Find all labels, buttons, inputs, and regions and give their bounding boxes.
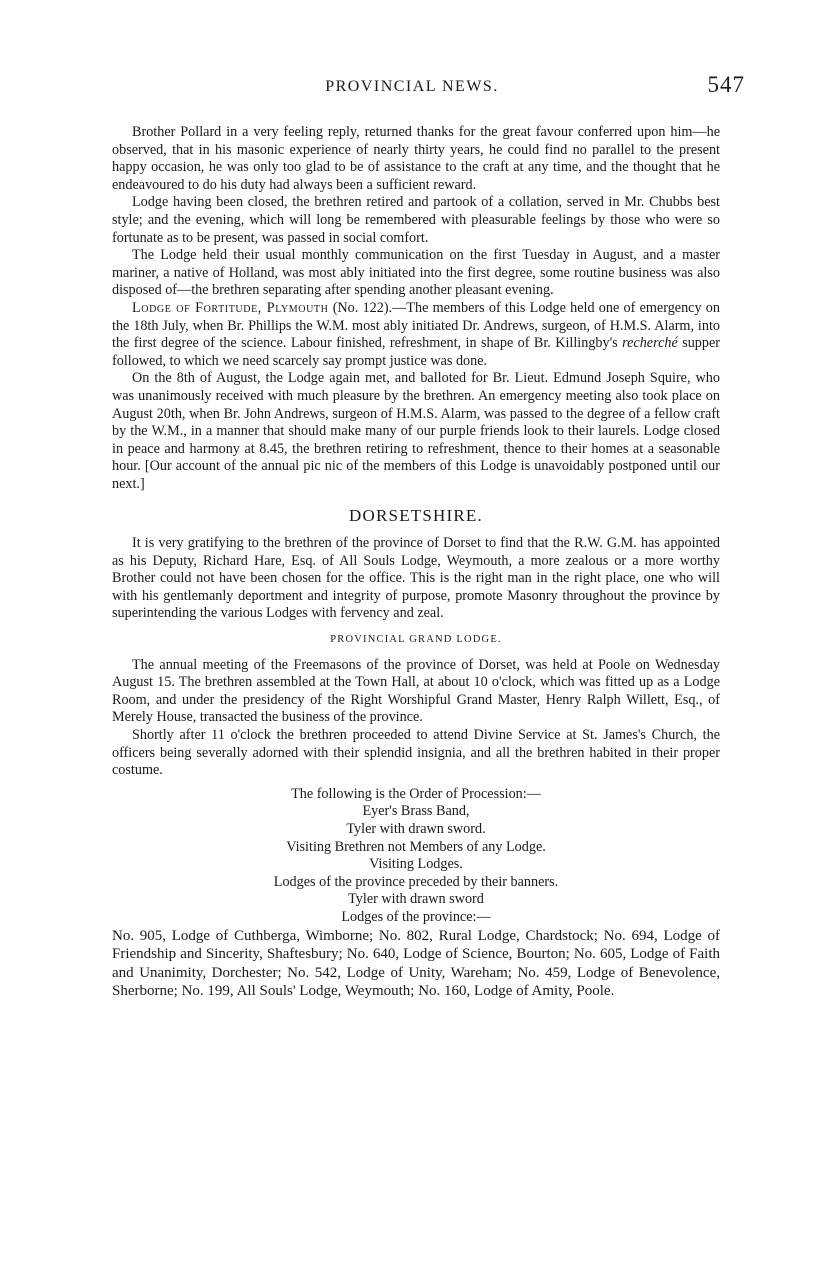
paragraph: Brother Pollard in a very feeling reply, returned thanks for the great favour conferred upon him—he observed, that in his masonic experience of nearly thirty years, he could find no parallel to the present happy occasion, he was only too glad to be of assistance to the craft at any time, and the thought that he endeavoured to do his duty had always been a sufficient reward. — [112, 124, 720, 193]
paragraph: Lodge having been closed, the brethren retired and partook of a collation, served in Mr. Chubbs best style; and the evening, which will long be remembered with pleasurable feelings by those who were so fortunate as to be present, was passed in social comfort. — [112, 194, 720, 246]
page-number: 547 — [707, 72, 745, 97]
paragraph: The Lodge held their usual monthly communication on the first Tuesday in August, and a master mariner, a native of Holland, was most ably initiated into the first degree, some routine business was also disposed of—the brethren separating after spending another pleasant evening. — [112, 247, 720, 299]
paragraph: On the 8th of August, the Lodge again met, and balloted for Br. Lieut. Edmund Joseph Squire, who was unanimously received with much pleasure by the brethren. An emergency meeting also took place on August 20th, when Br. John Andrews, surgeon of H.M.S. Alarm, was passed to the degree of a fellow craft by the W.M., in a manner that should make many of our purple friends look to their laurels. Lodge closed in peace and harmony at 8.45, the brethren retiring to refreshment, thence to their homes at a seasonable hour. [Our account of the annual pic nic of the members of this Lodge is unavoidably postponed until our next.] — [112, 370, 720, 492]
paragraph: Shortly after 11 o'clock the brethren proceeded to attend Divine Service at St. James's Church, the officers being severally adorned with their splendid insignia, and all the brethren habited in their proper costume. — [112, 727, 720, 779]
procession-line: The following is the Order of Procession:— — [291, 785, 541, 802]
procession-line: Tyler with drawn sword. — [346, 820, 486, 837]
section-heading-dorsetshire: DORSETSHIRE. — [349, 506, 483, 526]
article-body — [112, 124, 720, 1001]
lodge-name-lead: Lodge of Fortitude, Plymouth — [132, 299, 329, 316]
paragraph-text: (No. 122).—The members of this Lodge held one of emergency on the 18th July, when Br. Phillips the W.M. most ably initiated Dr. Andrews, surgeon, of H.M.S. Alarm, into the first degree of the science. Labour finished, refreshment, in shape of Br. Killingby's — [112, 299, 720, 352]
procession-line: Visiting Brethren not Members of any Lodge. — [286, 838, 546, 855]
procession-line: Eyer's Brass Band, — [362, 803, 470, 820]
italic-word: recherché — [622, 335, 678, 352]
paragraph: It is very gratifying to the brethren of the province of Dorset to find that the R.W. G.M. has appointed as his Deputy, Richard Hare, Esq. of All Souls Lodge, Weymouth, a more zealous or a more worthy Brother could not have been chosen for the office. This is the right man in the right place, one who will with his gentlemanly deportment and integrity of purpose, promote Masonry throughout the province by superintending the various Lodges with fervency and zeal. — [112, 535, 720, 622]
order-of-procession — [112, 786, 720, 927]
procession-line: Tyler with drawn sword — [348, 891, 484, 908]
paragraph-text: supper followed, to which we need scarcely say prompt justice was done. — [112, 335, 721, 369]
procession-line: Visiting Lodges. — [369, 856, 463, 873]
procession-line: Lodges of the province:— — [341, 908, 491, 925]
lodges-list: No. 905, Lodge of Cuthberga, Wimborne; No. 802, Rural Lodge, Chardstock; No. 694, Lodge of Friendship and Sincerity, Shaftesbury; No. 640, Lodge of Science, Bourton; No. 605, Lodge of Faith and Unanimity, Dorchester; No. 542, Lodge of Unity, Wareham; No. 459, Lodge of Benevolence, Sherborne; No. 199, All Souls' Lodge, Weymouth; No. 160, Lodge of Amity, Poole. — [112, 927, 720, 1000]
paragraph: The annual meeting of the Freemasons of the province of Dorset, was held at Poole on Wednesday August 15. The brethren assembled at the Town Hall, at about 10 o'clock, which was fitted up as a Lodge Room, and under the presidency of the Right Worshipful Grand Master, Henry Ralph Willett, Esq., of Merely House, transacted the business of the province. — [112, 656, 720, 726]
running-title: PROVINCIAL NEWS. — [325, 78, 499, 95]
sub-heading-provincial-grand-lodge: PROVINCIAL GRAND LODGE. — [330, 634, 502, 646]
procession-line: Lodges of the province preceded by their banners. — [273, 873, 559, 890]
paragraph — [112, 300, 720, 370]
